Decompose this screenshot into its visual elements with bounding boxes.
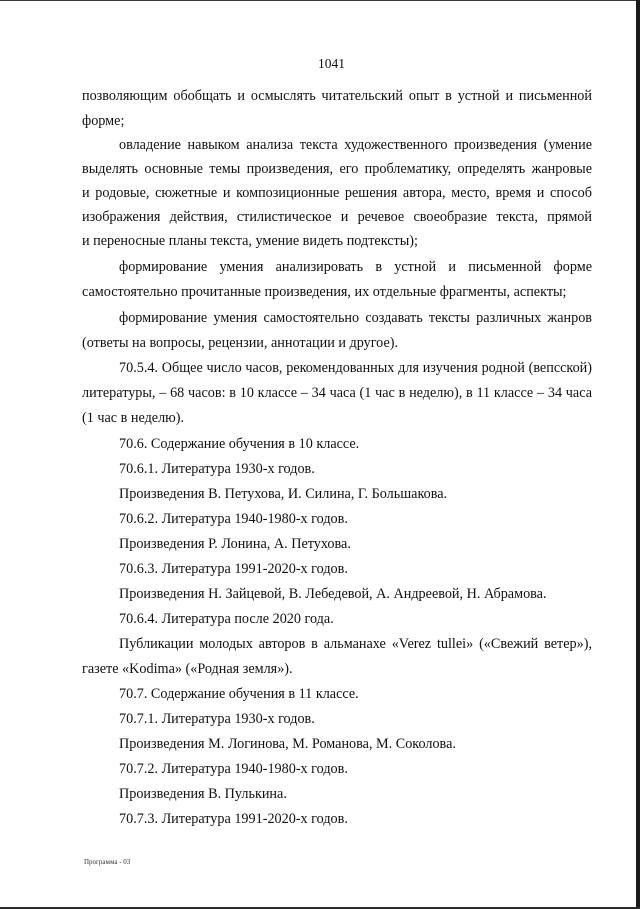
text-line: выделять основные темы произведения, его проблематику, определять жанровые [82, 161, 592, 177]
subsection-heading: 70.6.4. Литература после 2020 года. [119, 611, 334, 627]
scan-edge-top [0, 0, 640, 1]
text-line: и родовые, сюжетные и композиционные решения автора, место, время и способ [82, 185, 592, 201]
text-line: Произведения В. Петухова, И. Силина, Г. Большакова. [119, 486, 448, 502]
scan-edge-right [636, 0, 640, 909]
subsection-heading: 70.7.3. Литература 1991-2020-х годов. [119, 811, 348, 827]
subsection-heading: 70.6.1. Литература 1930-х годов. [119, 461, 315, 477]
text-line: (1 час в неделю). [82, 410, 185, 426]
page-footer: Программа - 03 [84, 858, 131, 866]
text-line: формирование умения самостоятельно создавать тексты различных жанров [119, 310, 592, 326]
text-line: самостоятельно прочитанные произведения, их отдельные фрагменты, аспекты; [82, 284, 567, 300]
text-line: формирование умения анализировать в устной и письменной форме [119, 259, 592, 275]
text-line: позволяющим обобщать и осмыслять читательский опыт в устной и письменной [82, 88, 592, 104]
subsection-heading: 70.7.2. Литература 1940-1980-х годов. [119, 761, 348, 777]
text-line: овладение навыком анализа текста художественного произведения (умение [119, 137, 592, 153]
text-line: (ответы на вопросы, рецензии, аннотации и другое). [82, 335, 399, 351]
text-line: Произведения Н. Зайцевой, В. Лебедевой, А. Андреевой, Н. Абрамова. [119, 586, 547, 602]
text-line: газете «Kodima» («Родная земля»). [82, 661, 293, 677]
text-line: литературы, – 68 часов: в 10 классе – 34 часа (1 час в неделю), в 11 классе – 34 часа [82, 385, 592, 401]
text-line: Произведения В. Пулькина. [119, 786, 287, 802]
text-line: Произведения М. Логинова, М. Романова, М. Соколова. [119, 736, 456, 752]
section-heading: 70.6. Содержание обучения в 10 классе. [119, 436, 360, 452]
subsection-heading: 70.6.2. Литература 1940-1980-х годов. [119, 511, 348, 527]
text-line: изображения действия, стилистическое и речевое своеобразие текста, прямой [82, 209, 592, 225]
section-heading: 70.7. Содержание обучения в 11 классе. [119, 686, 359, 702]
text-line: Публикации молодых авторов в альманахе «Verez tullei» («Свежий ветер»), [119, 636, 592, 652]
text-line: Произведения Р. Лонина, А. Петухова. [119, 536, 351, 552]
subsection-heading: 70.7.1. Литература 1930-х годов. [119, 711, 315, 727]
subsection-heading: 70.6.3. Литература 1991-2020-х годов. [119, 561, 348, 577]
text-line: 70.5.4. Общее число часов, рекомендованных для изучения родной (вепсской) [119, 360, 592, 376]
text-line: форме; [82, 113, 125, 129]
text-line: и переносные планы текста, умение видеть подтексты); [82, 233, 418, 249]
page-number: 1041 [318, 56, 345, 71]
